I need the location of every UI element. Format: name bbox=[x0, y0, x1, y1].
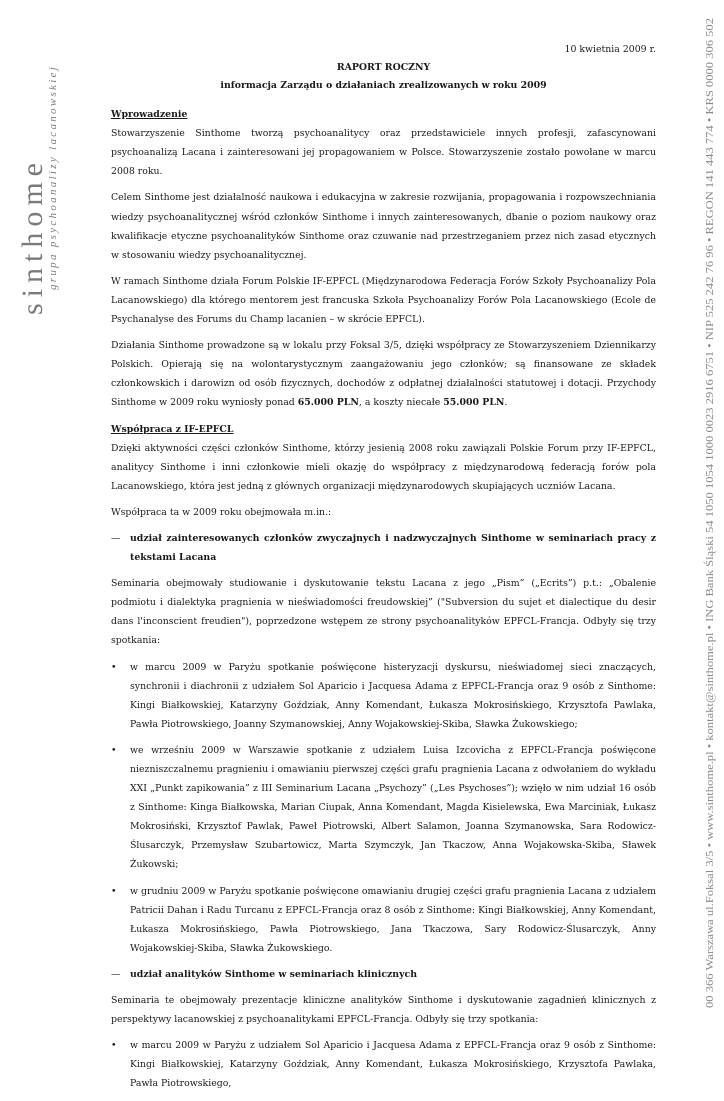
finances-text: . bbox=[504, 397, 508, 409]
list-item bbox=[111, 658, 656, 734]
dash-marker: — bbox=[111, 532, 121, 544]
list-item-text: we wrześniu 2009 w Warszawie spotkanie z udziałem Luisa Izcovicha z EPFCL-Francja poświęcone niezniszczalnemu pragnieniu i omawianiu pierwszej części grafu pragnienia Lacana z odwołaniem do wykładu XXI „Punkt zapikowania” z III Seminarium Lacana „Psychozy” („Les Psychoses”); wzięło w nim udział 16 osób z Sinthome: Kinga Białkowska, Marian Ciupak, Anna Komendant, Magda Kisielewska, Ewa Marciniak, Łukasz Mokrosiński, Krzysztof Pawlak, Paweł Piotrowski, Albert Salamon, Joanna Szymanowska, Sara Rodowicz-Ślusarczyk, Przemysław Szubartowicz, Marta Szymczyk, Jan Tkaczow, Anna Wojakowska-Skiba, Sławek Żukowski; bbox=[130, 744, 656, 871]
report-title: RAPORT ROCZNY bbox=[336, 62, 431, 74]
cost-amount: 55.000 PLN bbox=[443, 397, 505, 409]
section-heading-cooperation: Współpraca z IF-EPFCL bbox=[111, 423, 234, 435]
report-subtitle: informacja Zarządu o działaniach zrealizowanych w roku 2009 bbox=[220, 79, 547, 91]
section-heading-intro: Wprowadzenie bbox=[111, 109, 188, 121]
dash-marker: — bbox=[111, 968, 121, 980]
logo-name: sinthome bbox=[16, 157, 49, 315]
activity-description: Seminaria obejmowały studiowanie i dyskutowanie tekstu Lacana z jego „Pism” („Ecrits”) p.t.: „Obalenie podmiotu i dialektyka pragnienia w nieświadomości freudowskiej” ("Subversion du sujet et dialectique du desir dans l'inconscient freudien"), poprzedzone wstępem ze strony psychoanalityków EPFCL-Francja. Odbyły się trzy spotkania: bbox=[111, 578, 656, 647]
report-body bbox=[111, 40, 656, 1101]
intro-paragraph: W ramach Sinthome działa Forum Polskie IF-EPFCL (Międzynarodowa Federacja Forów Szkoły Psychoanalizy Pola Lacanowskiego) dla którego mentorem jest francuska Szkoła Psychoanalizy Forów Pola Lacanowskiego (Ecole de Psychanalyse des Forums du Champ lacanien – w skrócie EPFCL). bbox=[111, 275, 656, 326]
report-date: 10 kwietnia 2009 r. bbox=[564, 44, 656, 55]
list-item-text: w marcu 2009 w Paryżu z udziałem Sol Aparicio i Jacquesa Adama z EPFCL-Francja oraz 9 osób z Sinthome: Kingi Białkowskiej, Katarzyny Goździak, Anny Komendant, Łukasza Mokrosińskiego, Krzysztofa Pawlaka, Pawła Piotrowskiego, bbox=[130, 1040, 656, 1090]
contact-footer bbox=[698, 10, 720, 1014]
list-item bbox=[111, 741, 656, 875]
activity-item-clinical bbox=[111, 965, 656, 984]
income-amount: 65.000 PLN bbox=[297, 397, 359, 409]
coop-paragraph: Dzięki aktywności części członków Sinthome, którzy jesienią 2008 roku zawiązali Polskie Forum przy IF-EPFCL, analitycy Sinthome i inni członkowie mieli okazję do współpracy z międzynarodową federacją forów pola Lacanowskiego, która jest jedną z głównych organizacji międzynarodowych skupiających uczniów Lacana. bbox=[111, 442, 656, 492]
list-item-text: w marcu 2009 w Paryżu spotkanie poświęcone histeryzacji dyskursu, nieświadomej sieci znaczących, synchronii i diachronii z udziałem Sol Aparicio i Jacquesa Adama z EPFCL-Francja oraz 9 osób z Sinthome: Kingi Białkowskiej, Katarzyny Goździak, Anny Komendant, Łukasza Mokrosińskiego, Krzysztofa Pawlaka, Pawła Piotrowskiego, Joanny Szymanowskiej, Anny Wojakowskiej-Skiba, Sławka Żukowskiego; bbox=[130, 661, 656, 730]
bullet-marker: • bbox=[111, 744, 117, 756]
bullet-marker: • bbox=[111, 1040, 117, 1052]
activity-description: Seminaria te obejmowały prezentacje kliniczne analityków Sinthome i dyskutowanie zagadnień klinicznych z perspektywy lacanowskiej z psychoanalitykami EPFCL-Francja. Odbyły się trzy spotkania: bbox=[111, 995, 656, 1026]
finances-text: , a koszty niecałe bbox=[358, 397, 444, 409]
activity-label: udział analityków Sinthome w seminariach klinicznych bbox=[130, 968, 418, 980]
sinthome-logo bbox=[4, 40, 66, 340]
intro-paragraph: Celem Sinthome jest działalność naukowa i edukacyjna w zakresie rozwijania, propagowania i rozpowszechniania wiedzy psychoanalitycznej wśród członków Sinthome i innych zainteresowanych, dbanie o poziom naukowy oraz kwalifikacje etyczne psychoanalityków Sinthome oraz czuwanie nad przestrzeganiem przez nich zasad etycznych w stosowaniu wiedzy psychoanalitycznej. bbox=[111, 192, 656, 261]
bullet-marker: • bbox=[111, 885, 117, 897]
activity-label: udział zainteresowanych członków zwyczajnych i nadzwyczajnych Sinthome w seminariach pracy z tekstami Lacana bbox=[130, 532, 656, 564]
list-item bbox=[111, 1036, 656, 1093]
bullet-marker: • bbox=[111, 661, 117, 673]
list-item bbox=[111, 882, 656, 958]
coop-paragraph: Współpraca ta w 2009 roku obejmowała m.in.: bbox=[111, 506, 332, 518]
logo-tagline: grupa psychoanalizy lacanowskiej bbox=[47, 64, 59, 290]
intro-paragraph: Stowarzyszenie Sinthome tworzą psychoanalitycy oraz przedstawiciele innych profesji, zafascynowani psychoanalizą Lacana i zainteresowani jej propagowaniem w Polsce. Stowarzyszenie zostało powołane w marcu 2008 roku. bbox=[111, 128, 656, 178]
contact-footer-text: 00 366 Warszawa ul.Foksal 3/5 • www.sinthome.pl • kontakt@sinthome.pl • ING Bank Śląski 54 1050 1054 1000 0023 2916 6751 • NIP 525 242 76 96 • REGON 141 443 774 • KRS 0000 306 502 bbox=[705, 180, 716, 1008]
intro-paragraph-finances bbox=[111, 336, 656, 412]
activity-item-seminars bbox=[111, 529, 656, 567]
list-item-text: w grudniu 2009 w Paryżu spotkanie poświęcone omawianiu drugiej części grafu pragnienia Lacana z udziałem Patricii Dahan i Radu Turcanu z EPFCL-Francja oraz 8 osób z Sinthome: Kingi Białkowskiej, Anny Komendant, Łukasza Mokrosińskiego, Pawła Piotrowskiego, Jana Tkaczowa, Sary Rodowicz-Ślusarczyk, Anny Wojakowskiej-Skiba, Sławka Żukowskiego. bbox=[130, 885, 656, 954]
finances-text: Działania Sinthome prowadzone są w lokalu przy Foksal 3/5, dzięki współpracy ze Stowarzyszeniem Dziennikarzy Polskich. Opierają się na wolontarystycznym zaangażowaniu jego członków; są finansowane ze składek członkowskich i darowizn od osób fizycznych, dochodów z odpłatnej działalności statutowej i dotacji. Przychody Sinthome w 2009 roku wyniosły ponad bbox=[111, 340, 656, 409]
